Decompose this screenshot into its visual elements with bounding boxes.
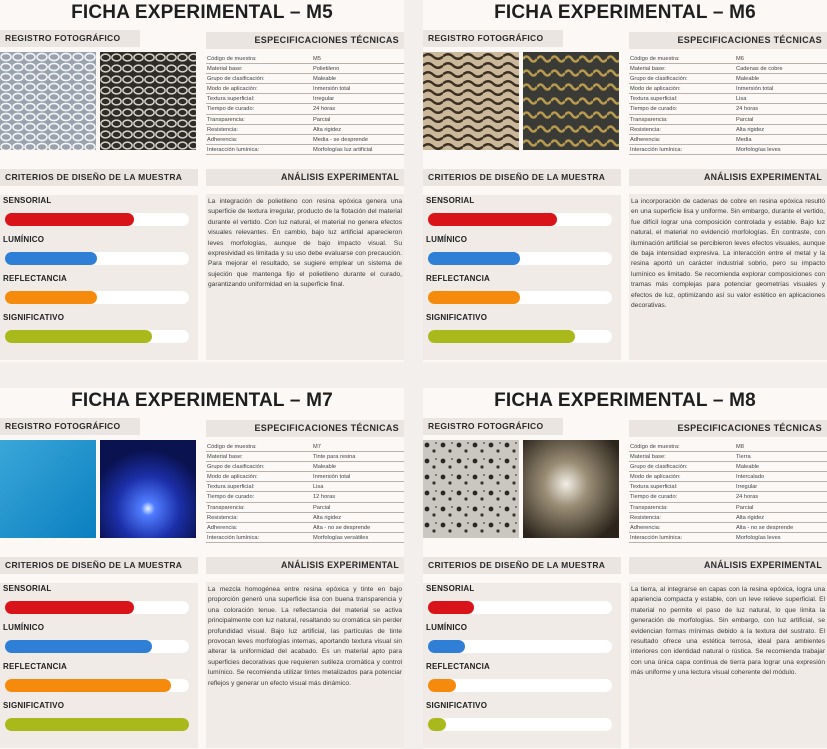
photo-record-label: REGISTRO FOTOGRÁFICO xyxy=(423,30,563,47)
criterion-fill xyxy=(5,601,134,614)
spec-key: Grupo de clasificación: xyxy=(630,464,688,471)
spec-value: 12 horas xyxy=(313,494,336,501)
criterion-track xyxy=(428,330,612,343)
spec-row xyxy=(629,472,827,482)
spec-value: Media xyxy=(736,136,752,143)
criterion-significativo xyxy=(0,312,198,351)
spec-row xyxy=(206,84,404,94)
spec-key: Resistencia: xyxy=(207,126,238,133)
spec-row xyxy=(629,462,827,472)
spec-row xyxy=(629,125,827,135)
spec-key: Grupo de clasificación: xyxy=(630,76,688,83)
spec-key: Tiempo de curado: xyxy=(207,106,255,113)
specs-label: ESPECIFICACIONES TÉCNICAS xyxy=(206,32,404,49)
spec-row xyxy=(206,472,404,482)
criterion-track xyxy=(428,640,612,653)
spec-key: Transparencia: xyxy=(630,504,668,511)
spec-row xyxy=(629,523,827,533)
spec-value: Alta rigidez xyxy=(313,126,342,133)
criterion-track xyxy=(5,640,189,653)
criterion-fill xyxy=(5,330,152,343)
criterion-fill xyxy=(428,640,465,653)
criterion-fill xyxy=(428,252,520,265)
spec-key: Textura superficial: xyxy=(630,96,678,103)
spec-value: M7 xyxy=(313,444,321,450)
criterion-significativo xyxy=(0,700,198,739)
spec-value: 24 horas xyxy=(736,494,759,501)
spec-key: Interacción lumínica: xyxy=(207,534,260,541)
criterion-track xyxy=(5,213,189,226)
criterion-label: SENSORIAL xyxy=(426,584,475,593)
spec-key: Código de muestra: xyxy=(630,444,680,450)
criterion-sensorial xyxy=(423,583,621,622)
tint-photo-natural xyxy=(0,440,96,538)
spec-key: Código de muestra: xyxy=(207,56,257,62)
spec-row xyxy=(629,145,827,155)
spec-row xyxy=(206,104,404,114)
criterion-fill xyxy=(5,640,152,653)
spec-value: 24 horas xyxy=(313,106,336,113)
spec-value: Parcial xyxy=(313,116,331,123)
criterion-fill xyxy=(428,679,456,692)
criterion-track xyxy=(5,601,189,614)
spec-row xyxy=(629,513,827,523)
photo-frame xyxy=(423,440,519,538)
criterion-fill xyxy=(5,252,97,265)
spec-row xyxy=(629,74,827,84)
photo-record-label: REGISTRO FOTOGRÁFICO xyxy=(423,418,563,435)
criterion-label: REFLECTANCIA xyxy=(3,274,68,283)
spec-value: Irregular xyxy=(313,96,335,103)
spec-key: Código de muestra: xyxy=(207,444,257,450)
analysis-label: ANÁLISIS EXPERIMENTAL xyxy=(206,557,404,574)
spec-key: Resistencia: xyxy=(630,514,661,521)
spec-row xyxy=(206,135,404,145)
photo-frame xyxy=(423,52,519,150)
criterion-fill xyxy=(5,213,134,226)
experimental-sheet xyxy=(423,0,827,362)
spec-key: Transparencia: xyxy=(630,116,668,123)
spec-key: Tiempo de curado: xyxy=(630,106,678,113)
spec-row xyxy=(629,135,827,145)
criterion-sensorial xyxy=(423,195,621,234)
criterion-significativo xyxy=(423,700,621,739)
photo-frame xyxy=(100,52,196,150)
criterion-fill xyxy=(5,291,97,304)
spec-value: Alta - no se desprende xyxy=(313,524,371,531)
spec-row xyxy=(629,482,827,492)
criterion-label: SIGNIFICATIVO xyxy=(426,701,488,710)
analysis-label: ANÁLISIS EXPERIMENTAL xyxy=(629,169,827,186)
spec-row xyxy=(206,503,404,513)
spec-row xyxy=(629,452,827,462)
spec-key: Transparencia: xyxy=(207,116,245,123)
spec-value: Alta rigidez xyxy=(313,514,342,521)
spec-row xyxy=(206,115,404,125)
criterion-fill xyxy=(428,291,520,304)
spec-value: Morfologías versátiles xyxy=(313,534,369,541)
spec-value: Irregular xyxy=(736,484,758,491)
criterion-label: LUMÍNICO xyxy=(3,235,45,244)
spec-value: Cadenas de cobre xyxy=(736,66,783,73)
sheet-title: FICHA EXPERIMENTAL – M8 xyxy=(494,390,756,411)
spec-row xyxy=(206,482,404,492)
criterion-label: REFLECTANCIA xyxy=(3,662,68,671)
criterion-label: SENSORIAL xyxy=(3,584,52,593)
spec-key: Resistencia: xyxy=(207,514,238,521)
copper-chain-photo-natural xyxy=(423,52,519,150)
criterion-fill xyxy=(5,718,189,731)
spec-value: Lisa xyxy=(736,96,747,103)
criterion-track xyxy=(428,679,612,692)
spec-value: Maleable xyxy=(313,464,337,471)
criteria-panel xyxy=(423,583,621,748)
spec-row xyxy=(206,462,404,472)
analysis-text: La tierra, al integrarse en capas con la resina epóxica, logra una apariencia compacta y estable, con un leve relieve superficial. El material no permite el paso de luz natural, lo que limita la generación de morfologías. Sin embargo, con luz artificial, se evidencian formas mínimas debido a la textura del sustrato. El resultado ofrece una estética terrosa, ideal para ambientes interiores con identidad natural o rústica. Se recomienda trabajar con una única capa continua de tierra para lograr una expresión más uniforme y una lectura visual coherente del módulo. xyxy=(629,582,827,748)
criterion-label: SENSORIAL xyxy=(426,196,475,205)
criterion-sensorial xyxy=(0,195,198,234)
experimental-sheet xyxy=(0,0,404,362)
spec-value: Morfologías leves xyxy=(736,146,781,153)
criterion-fill xyxy=(428,330,575,343)
tint-photo-artificial xyxy=(100,440,196,538)
criterion-label: REFLECTANCIA xyxy=(426,662,491,671)
criterion-track xyxy=(5,679,189,692)
spec-key: Tiempo de curado: xyxy=(630,494,678,501)
criteria-label: CRITERIOS DE DISEÑO DE LA MUESTRA xyxy=(0,169,198,186)
sheet-title: FICHA EXPERIMENTAL – M7 xyxy=(71,390,333,411)
spec-key: Material base: xyxy=(630,66,666,73)
photo-record-label: REGISTRO FOTOGRÁFICO xyxy=(0,418,140,435)
specs-table xyxy=(206,442,404,543)
spec-key: Modo de aplicación: xyxy=(207,474,258,481)
spec-row xyxy=(629,442,827,452)
spec-value: Lisa xyxy=(313,484,324,491)
criterion-label: SIGNIFICATIVO xyxy=(3,313,65,322)
criterion-label: LUMÍNICO xyxy=(426,623,468,632)
spec-row xyxy=(206,442,404,452)
criterion-reflectancia xyxy=(423,273,621,312)
spec-key: Modo de aplicación: xyxy=(630,86,681,93)
spec-value: Inmersión total xyxy=(313,474,351,481)
criterion-track xyxy=(5,330,189,343)
copper-chain-photo-artificial xyxy=(523,52,619,150)
spec-value: M6 xyxy=(736,56,744,62)
criterion-track xyxy=(428,213,612,226)
criterion-label: REFLECTANCIA xyxy=(426,274,491,283)
spec-value: Inmersión total xyxy=(736,86,774,93)
spec-value: 24 horas xyxy=(736,106,759,113)
specs-label: ESPECIFICACIONES TÉCNICAS xyxy=(629,420,827,437)
criterion-track xyxy=(428,601,612,614)
spec-key: Textura superficial: xyxy=(630,484,678,491)
criterion-fill xyxy=(428,601,474,614)
specs-table xyxy=(629,54,827,155)
spec-key: Interacción lumínica: xyxy=(630,534,683,541)
analysis-label: ANÁLISIS EXPERIMENTAL xyxy=(206,169,404,186)
spec-row xyxy=(206,533,404,543)
criterion-luminico xyxy=(0,622,198,661)
spec-key: Adherencia: xyxy=(207,136,238,143)
spec-key: Material base: xyxy=(207,66,243,73)
spec-value: Parcial xyxy=(736,116,754,123)
criterion-reflectancia xyxy=(0,661,198,700)
experimental-sheet xyxy=(423,388,827,749)
spec-value: Maleable xyxy=(736,76,760,83)
spec-key: Adherencia: xyxy=(630,524,661,531)
criterion-luminico xyxy=(423,622,621,661)
spec-key: Grupo de clasificación: xyxy=(207,464,265,471)
spec-key: Grupo de clasificación: xyxy=(207,76,265,83)
spec-value: Intercalado xyxy=(736,474,765,481)
spec-value: Alta rigidez xyxy=(736,126,765,133)
spec-row xyxy=(629,64,827,74)
spec-key: Tiempo de curado: xyxy=(207,494,255,501)
spec-key: Adherencia: xyxy=(207,524,238,531)
spec-value: Parcial xyxy=(736,504,754,511)
spec-value: Inmersión total xyxy=(313,86,351,93)
spec-value: Alta rigidez xyxy=(736,514,765,521)
spec-value: Maleable xyxy=(313,76,337,83)
spec-key: Interacción lumínica: xyxy=(630,146,683,153)
soil-photo-artificial xyxy=(523,440,619,538)
spec-key: Modo de aplicación: xyxy=(207,86,258,93)
spec-key: Textura superficial: xyxy=(207,96,255,103)
criterion-track xyxy=(428,252,612,265)
spec-value: Morfologías leves xyxy=(736,534,781,541)
photo-frame xyxy=(523,52,619,150)
experimental-sheet xyxy=(0,388,404,749)
sheet-title: FICHA EXPERIMENTAL – M6 xyxy=(494,2,756,23)
specs-table xyxy=(629,442,827,543)
criterion-track xyxy=(5,718,189,731)
spec-row xyxy=(629,94,827,104)
criterion-track xyxy=(5,291,189,304)
criterion-label: SIGNIFICATIVO xyxy=(3,701,65,710)
spec-row xyxy=(206,452,404,462)
spec-row xyxy=(206,145,404,155)
spec-value: Parcial xyxy=(313,504,331,511)
criterion-track xyxy=(5,252,189,265)
spec-row xyxy=(206,523,404,533)
analysis-text: La integración de polietileno con resina epóxica genera una superficie de textura irregular, producto de la flotación del material durante el vertido. Con luz natural, el material no genera efectos visuales relevantes. En cambio, bajo luz artificial aparecieron leves morfologías, aunque de bajo impacto visual. Su expresividad es limitada y su uso debe evaluarse con precaución. Para mejorar el resultado, se sugiere emplear un sistema de sujeción que mantenga fijo el polietileno durante el curado, garantizando uniformidad en la superficie final. xyxy=(206,194,404,360)
sheet-title: FICHA EXPERIMENTAL – M5 xyxy=(71,2,333,23)
photo-frame xyxy=(0,52,96,150)
criteria-label: CRITERIOS DE DISEÑO DE LA MUESTRA xyxy=(423,169,621,186)
spec-value: Alta - no se desprende xyxy=(736,524,794,531)
criterion-track xyxy=(428,291,612,304)
specs-label: ESPECIFICACIONES TÉCNICAS xyxy=(206,420,404,437)
criterion-reflectancia xyxy=(0,273,198,312)
photo-frame xyxy=(523,440,619,538)
analysis-text: La mezcla homogénea entre resina epóxica y tinte en bajo proporción generó una superficie lisa con buena transparencia y una coloración tenue. La reflectancia del material se activa principalmente con luz natural, resaltando su cromática sin perder profundidad visual. Bajo luz artificial, las partículas de tinte provocan leves morfologías internas, aportando textura visual sin alterar la uniformidad del acabado. Es un material apto para superficies decorativas que requieren sutileza cromática y control lumínico. Se recomienda utilizar tintes metalizados para potenciar reflejos y generar un efecto visual más dinámico. xyxy=(206,582,404,748)
spec-row xyxy=(206,94,404,104)
spec-row xyxy=(629,84,827,94)
spec-row xyxy=(629,533,827,543)
spec-row xyxy=(206,492,404,502)
spec-row xyxy=(206,513,404,523)
spec-key: Material base: xyxy=(630,454,666,461)
criterion-label: LUMÍNICO xyxy=(426,235,468,244)
spec-key: Código de muestra: xyxy=(630,56,680,62)
spec-key: Resistencia: xyxy=(630,126,661,133)
specs-table xyxy=(206,54,404,155)
criterion-luminico xyxy=(0,234,198,273)
criterion-fill xyxy=(5,679,171,692)
polyethylene-photo-natural xyxy=(0,52,96,150)
criterion-fill xyxy=(428,718,446,731)
polyethylene-photo-artificial xyxy=(100,52,196,150)
spec-value: M8 xyxy=(736,444,744,450)
spec-value: Morfologías luz artificial xyxy=(313,146,373,153)
criterion-label: LUMÍNICO xyxy=(3,623,45,632)
specs-label: ESPECIFICACIONES TÉCNICAS xyxy=(629,32,827,49)
photo-frame xyxy=(0,440,96,538)
spec-value: Media - se desprende xyxy=(313,136,369,143)
spec-row xyxy=(629,115,827,125)
criterion-label: SIGNIFICATIVO xyxy=(426,313,488,322)
spec-key: Material base: xyxy=(207,454,243,461)
spec-key: Adherencia: xyxy=(630,136,661,143)
criteria-panel xyxy=(0,583,198,748)
criteria-label: CRITERIOS DE DISEÑO DE LA MUESTRA xyxy=(423,557,621,574)
analysis-text: La incorporación de cadenas de cobre en resina epóxica resultó en una superficie lisa y uniforme. Sin embargo, durante el vertido, fue difícil lograr una composición controlada y estable. Bajo luz natural, el material no evidenció morfologías. En contraste, con iluminación artificial se percibieron leves efectos visuales, aunque de baja intensidad expresiva. La interacción entre el metal y la resina aportó un carácter industrial sobrio, pero su impacto lumínico es limitado. Se recomienda explorar composiciones con tramas más complejas para potenciar geometrías visuales y efectos de luz, optimizando así su valor estético en aplicaciones decorativas. xyxy=(629,194,827,360)
spec-row xyxy=(629,492,827,502)
spec-value: Tierra xyxy=(736,454,751,461)
criterion-luminico xyxy=(423,234,621,273)
criterion-reflectancia xyxy=(423,661,621,700)
photo-frame xyxy=(100,440,196,538)
criteria-label: CRITERIOS DE DISEÑO DE LA MUESTRA xyxy=(0,557,198,574)
criterion-sensorial xyxy=(0,583,198,622)
spec-row xyxy=(206,54,404,64)
spec-row xyxy=(629,104,827,114)
spec-row xyxy=(206,74,404,84)
criteria-panel xyxy=(0,195,198,360)
spec-value: Tinte para resina xyxy=(313,454,356,461)
spec-value: Maleable xyxy=(736,464,760,471)
criterion-fill xyxy=(428,213,557,226)
spec-key: Modo de aplicación: xyxy=(630,474,681,481)
photo-record-label: REGISTRO FOTOGRÁFICO xyxy=(0,30,140,47)
spec-row xyxy=(206,125,404,135)
criterion-significativo xyxy=(423,312,621,351)
criterion-track xyxy=(428,718,612,731)
criterion-label: SENSORIAL xyxy=(3,196,52,205)
spec-key: Interacción lumínica: xyxy=(207,146,260,153)
spec-row xyxy=(629,503,827,513)
spec-key: Textura superficial: xyxy=(207,484,255,491)
spec-key: Transparencia: xyxy=(207,504,245,511)
analysis-label: ANÁLISIS EXPERIMENTAL xyxy=(629,557,827,574)
spec-row xyxy=(206,64,404,74)
spec-value: M5 xyxy=(313,56,321,62)
spec-value: Polietileno xyxy=(313,66,340,73)
criteria-panel xyxy=(423,195,621,360)
spec-row xyxy=(629,54,827,64)
soil-photo-natural xyxy=(423,440,519,538)
